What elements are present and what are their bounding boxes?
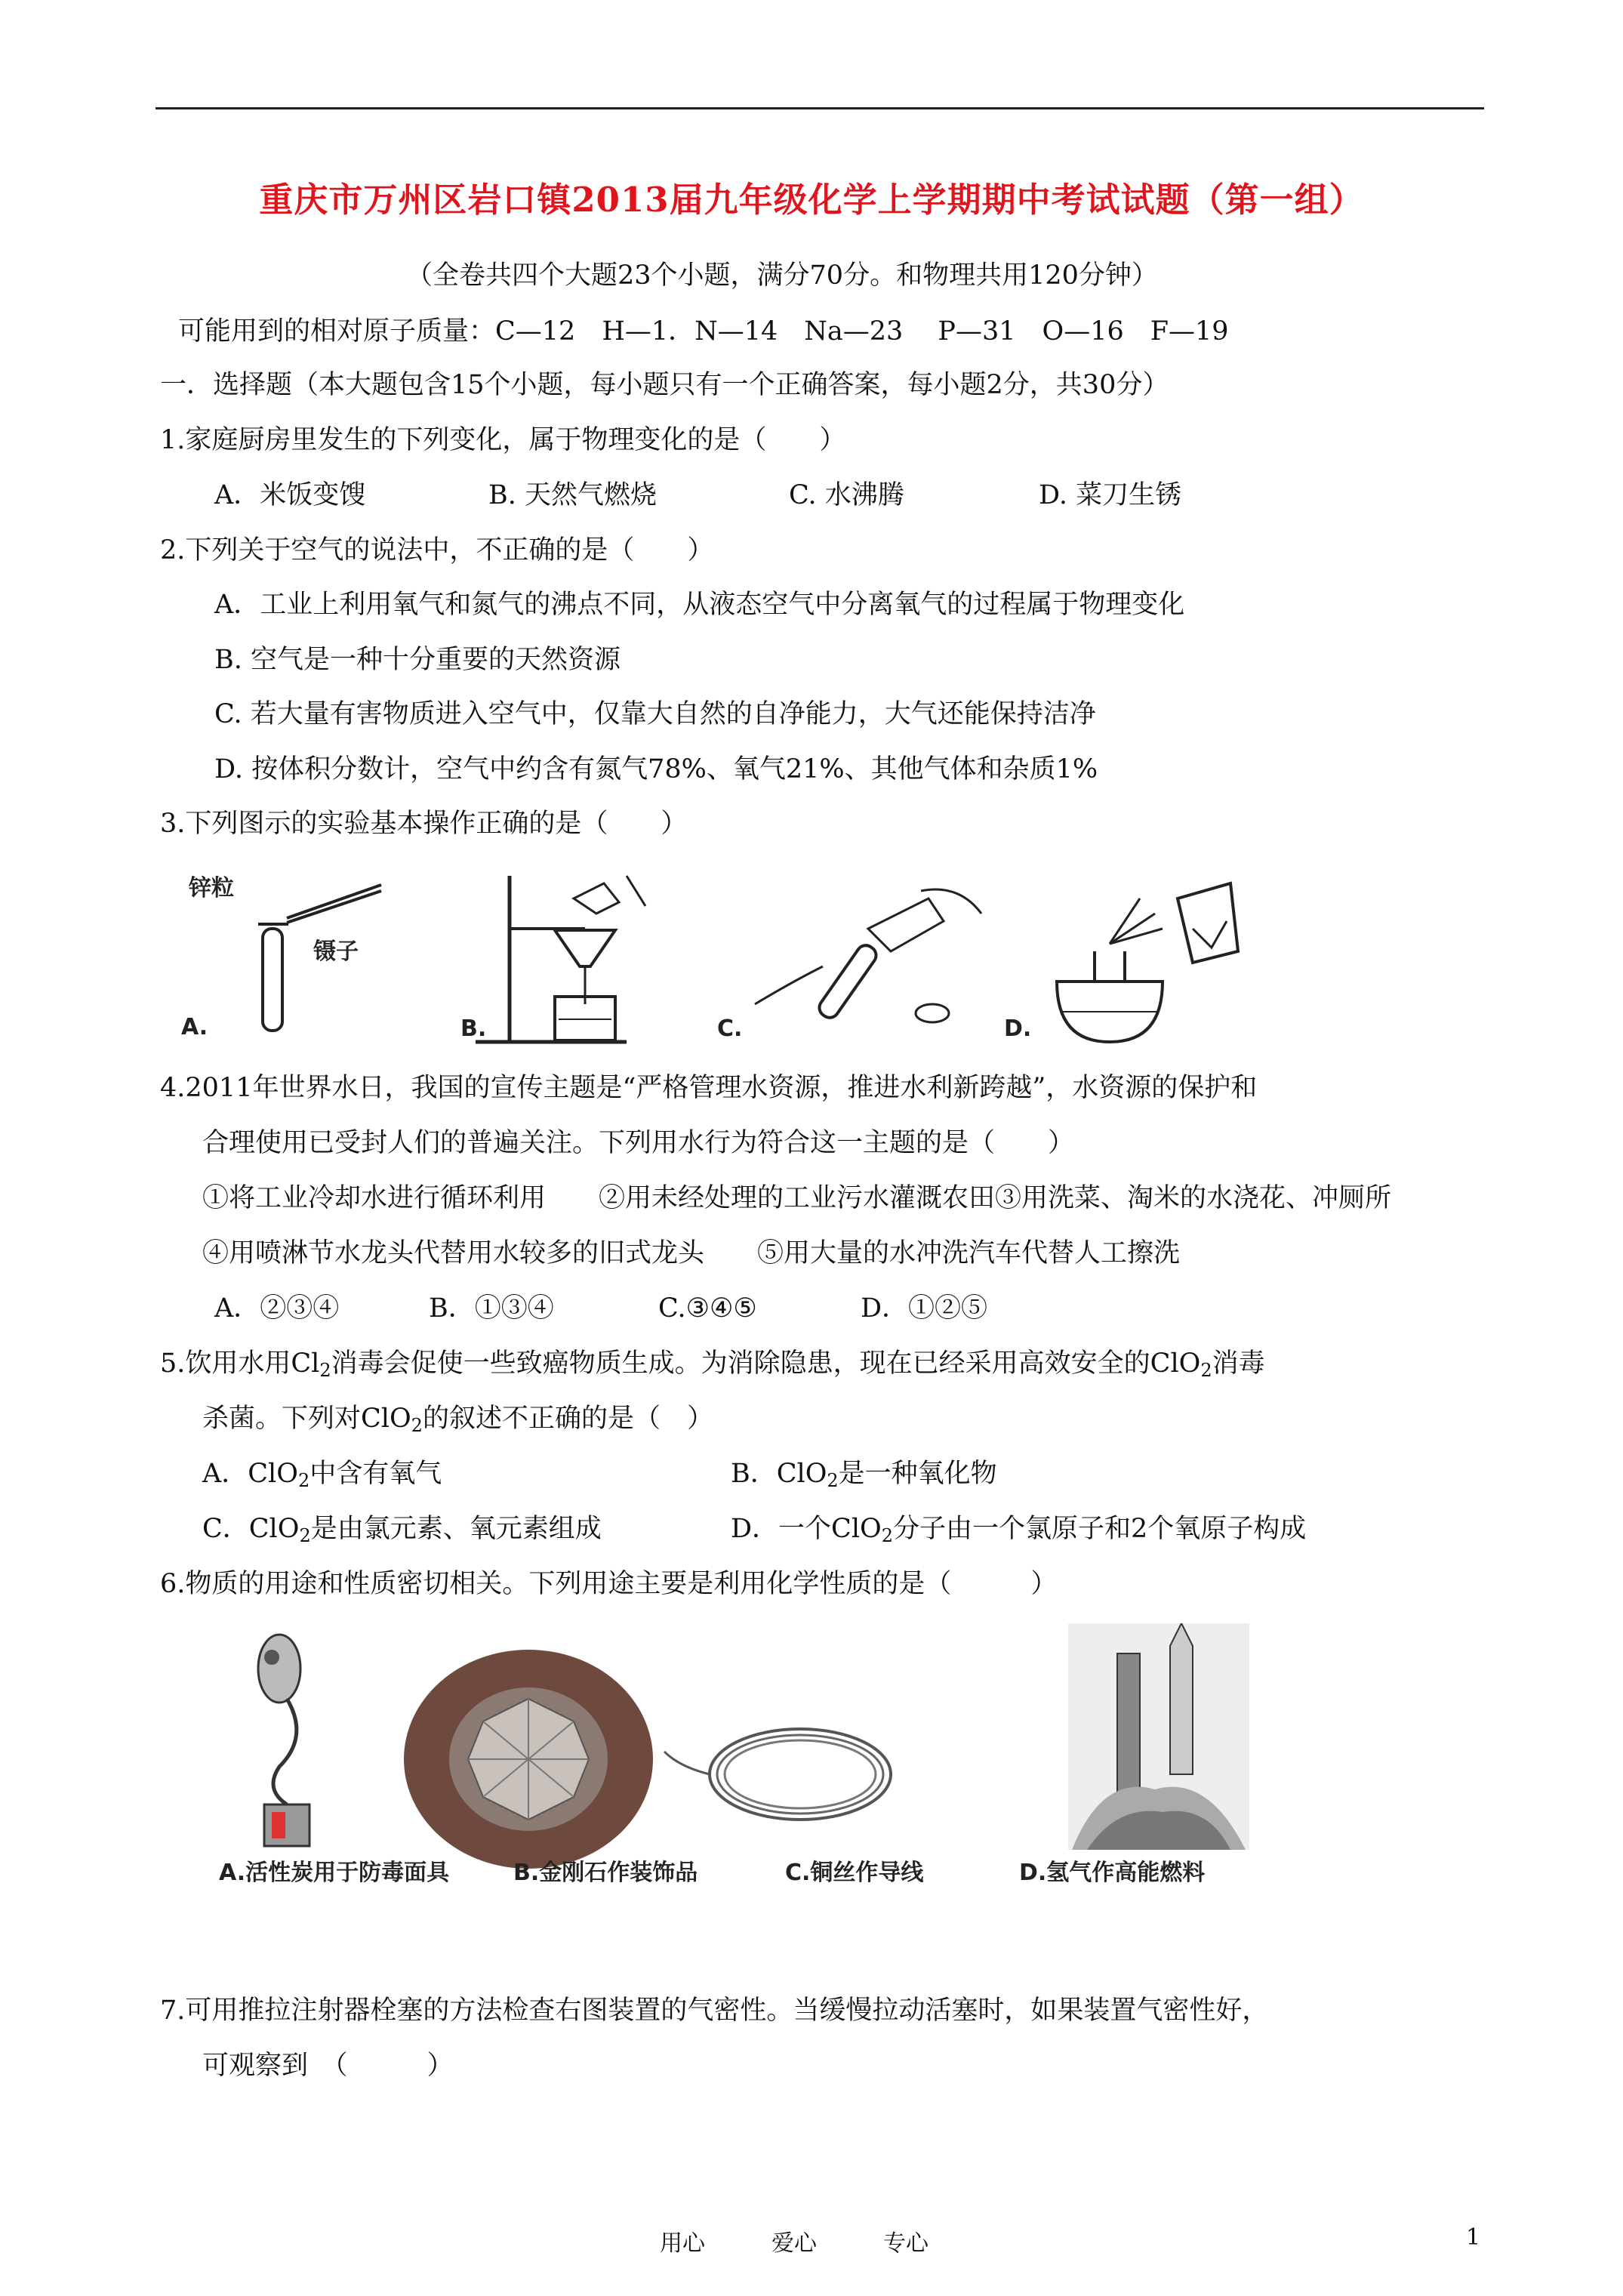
page-title: 重庆市万州区岩口镇2013届九年级化学上学期期中考试试题（第一组） <box>259 180 1364 220</box>
caption-c: C.铜丝作导线 <box>785 1860 924 1886</box>
q4-option-c: C.③④⑤ <box>658 1293 757 1324</box>
rocket-launch-image <box>1068 1623 1249 1850</box>
footer-motto-3: 专心 <box>883 2230 929 2257</box>
tweezers-label: 镊子 <box>313 938 359 965</box>
q4-option-d: D．①②⑤ <box>861 1293 988 1324</box>
question-2-stem: 2.下列关于空气的说法中，不正确的是（ ） <box>160 535 714 566</box>
copper-wire-image <box>664 1729 891 1820</box>
caption-b: B.金刚石作装饰品 <box>513 1860 698 1886</box>
page-number: 1 <box>1466 2224 1481 2251</box>
q5-option-c: C．ClO$_2$是由氯元素、氧元素组成 <box>202 1514 602 1546</box>
lab-operations-figure <box>174 868 1276 1049</box>
q5-option-d: D．一个ClO$_2$分子由一个氯原子和2个氧原子构成 <box>731 1514 1307 1546</box>
question-4-stem-line1: 4.2011年世界水日，我国的宣传主题是“严格管理水资源，推进水利新跨越”，水资源的保护和 <box>160 1073 1258 1103</box>
q4-option-b: B．①③④ <box>429 1293 554 1324</box>
zinc-label: 锌粒 <box>189 875 234 901</box>
question-1-stem: 1.家庭厨房里发生的下列变化，属于物理变化的是（ ） <box>160 425 846 455</box>
footer-motto-2: 爱心 <box>771 2230 817 2257</box>
question-4-stem-line2: 合理使用已受封人们的普遍关注。下列用水行为符合这一主题的是（ ） <box>202 1128 1075 1158</box>
q2-option-d: D. 按体积分数计，空气中约含有氮气78%、氧气21%、其他气体和杂质1% <box>214 754 1098 784</box>
exam-info: （全卷共四个大题23个小题，满分70分。和物理共用120分钟） <box>406 260 1158 291</box>
figure-a-test-tube <box>181 875 381 1040</box>
question-5-stem-line2: 杀菌。下列对ClO$_2$的叙述不正确的是（ ） <box>202 1404 713 1436</box>
q2-option-b: B. 空气是一种十分重要的天然资源 <box>214 645 621 675</box>
atomic-masses: 可能用到的相对原子质量：C—12 H—1．N—14 Na—23 P—31 O—16 F—19 <box>178 316 1229 347</box>
question-7-stem-line1: 7.可用推拉注射器栓塞的方法检查右图装置的气密性。当缓慢拉动活塞时，如果装置气密性好， <box>160 1996 1269 2026</box>
caption-d: D.氢气作高能燃料 <box>1019 1860 1206 1886</box>
q5-option-a: A．ClO$_2$中含有氧气 <box>202 1459 442 1491</box>
q2-option-a: A．工业上利用氧气和氮气的沸点不同，从液态空气中分离氧气的过程属于物理变化 <box>214 590 1185 620</box>
question-5-stem-line1: 5.饮用水用$Cl_2$消毒会促使一些致癌物质生成。为消除隐患，现在已经采用高效安全的ClO$_2$消毒 <box>160 1348 1265 1381</box>
figure-c-label: C. <box>717 1015 743 1042</box>
q4-items-line1: ①将工业冷却水进行循环利用 ②用未经处理的工业污水灌溉农田③用洗菜、淘米的水浇花、冲厕所 <box>202 1183 1392 1213</box>
caption-a: A.活性炭用于防毒面具 <box>219 1860 450 1886</box>
section-heading: 一．选择题（本大题包含15个小题，每小题只有一个正确答案，每小题2分，共30分） <box>160 370 1169 400</box>
q1-option-a: A．米饭变馊 <box>214 480 366 510</box>
figure-b-label: B. <box>460 1015 487 1042</box>
q1-option-b: B. 天然气燃烧 <box>488 480 657 510</box>
q1-option-d: D. 菜刀生锈 <box>1039 480 1182 510</box>
question-7-stem-line2: 可观察到 （ ） <box>202 2051 454 2081</box>
question-6-stem: 6.物质的用途和性质密切相关。下列用途主要是利用化学性质的是（ ） <box>160 1569 1058 1599</box>
q4-option-a: A．②③④ <box>214 1293 340 1324</box>
figure-a-label: A. <box>181 1014 208 1040</box>
diamond-image <box>404 1650 653 1869</box>
q5-option-b: B．ClO$_2$是一种氧化物 <box>731 1459 997 1491</box>
gas-mask-image <box>258 1635 310 1846</box>
q4-items-line2: ④用喷淋节水龙头代替用水较多的旧式龙头 ⑤用大量的水冲洗汽车代替人工擦洗 <box>202 1238 1181 1268</box>
figure-d-label: D. <box>1004 1015 1032 1042</box>
figure-c-pouring <box>717 889 981 1042</box>
figure-d-alcohol-lamp <box>1004 883 1238 1042</box>
header-rule <box>156 107 1484 109</box>
figure-b-filtration <box>460 876 645 1042</box>
q1-option-c: C. 水沸腾 <box>789 480 904 510</box>
q2-option-c: C. 若大量有害物质进入空气中，仅靠大自然的自净能力，大气还能保持洁净 <box>214 699 1096 729</box>
footer-motto-1: 用心 <box>660 2230 705 2257</box>
question-3-stem: 3.下列图示的实验基本操作正确的是（ ） <box>160 809 688 839</box>
material-uses-figure <box>211 1623 1268 1895</box>
